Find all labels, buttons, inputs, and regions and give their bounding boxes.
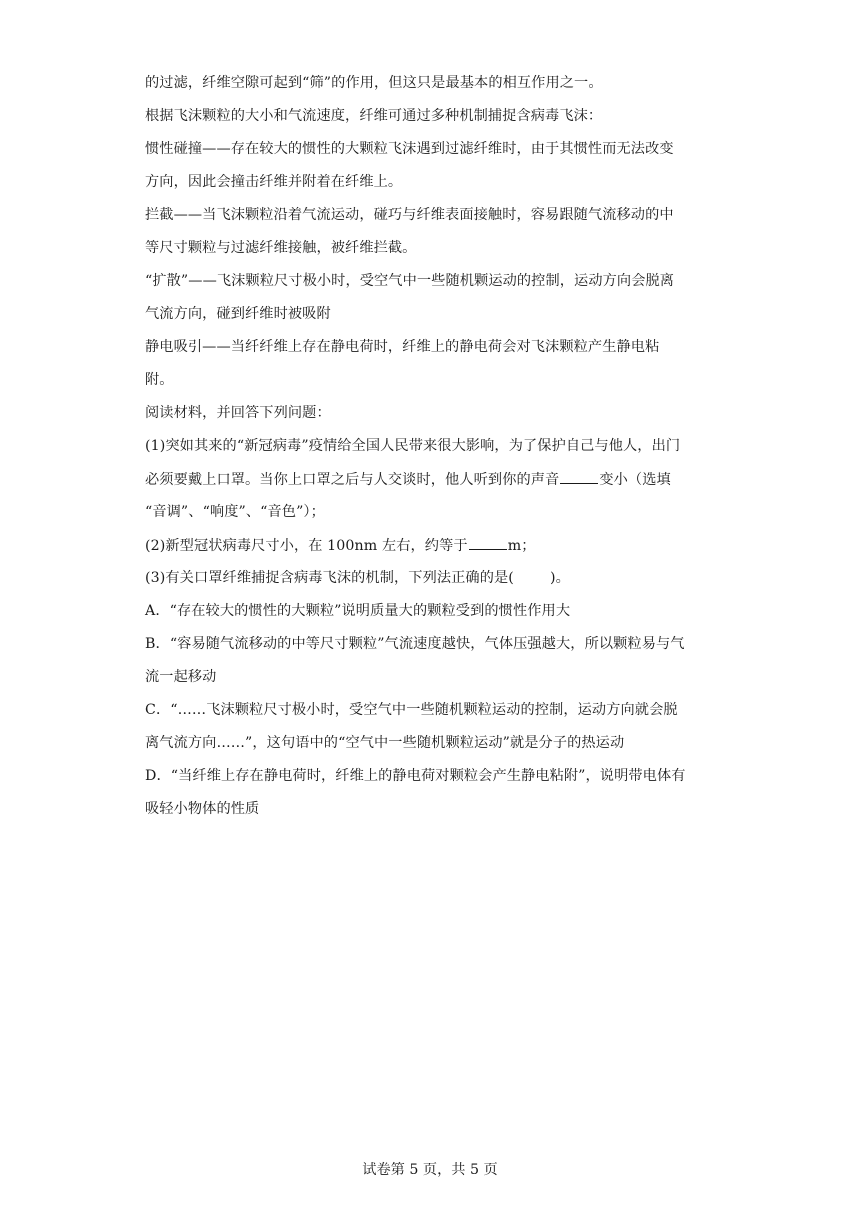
question-3-text: (3)有关口罩纤维捕捉含病毒飞沫的机制，下列法正确的是( [145, 570, 514, 586]
exam-page-content [145, 71, 720, 830]
question-1-text-after: 变小（选填 [599, 472, 671, 488]
question-1-line-1: (1)突如其来的“新冠病毒”疫情给全国人民带来很大影响，为了保护自己与他人，出门 [145, 438, 681, 454]
passage-line: 附。 [145, 372, 174, 388]
passage-line: 方向，因此会撞击纤维并附着在纤维上。 [145, 174, 403, 190]
question-2-line [145, 533, 720, 566]
option-a: A．“存在较大的惯性的大颗粒”说明质量大的颗粒受到的惯性作用大 [145, 603, 571, 619]
question-2-text: (2)新型冠状病毒尺寸小，在 100nm 左右，约等于 [145, 538, 468, 554]
question-1-text: 必须要戴上口罩。当你上口罩之后与人交谈时，他人听到你的声音 [145, 472, 560, 488]
question-3-line [145, 566, 720, 599]
passage-line: 根据飞沫颗粒的大小和气流速度，纤维可通过多种机制捕捉含病毒飞沫： [145, 108, 603, 124]
passage-line: 惯性碰撞——存在较大的惯性的大颗粒飞沫遇到过滤纤维时，由于其惯性而无法改变 [145, 141, 674, 157]
question-1-line-2 [145, 467, 720, 500]
passage-line: 的过滤，纤维空隙可起到“筛”的作用，但这只是最基本的相互作用之一。 [145, 75, 603, 91]
question-1-line-3: “音调”、“响度”、“音色”）； [145, 504, 325, 520]
passage-line: 等尺寸颗粒与过滤纤维接触，被纤维拦截。 [145, 240, 417, 256]
option-d-line-2: 吸轻小物体的性质 [145, 801, 260, 817]
passage-line: “扩散”——飞沫颗粒尺寸极小时，受空气中一些随机颗运动的控制，运动方向会脱离 [145, 273, 675, 289]
option-b-line-2: 流一起移动 [145, 669, 217, 685]
question-2-unit: m； [507, 538, 536, 554]
option-c-line-2: 离气流方向……”，这句语中的“空气中一些随机颗粒运动”就是分子的热运动 [145, 735, 625, 751]
passage-line: 气流方向，碰到纤维时被吸附 [145, 306, 331, 322]
option-d-line-1: D．“当纤维上存在静电荷时，纤维上的静电荷对颗粒会产生静电粘附”，说明带电体有 [145, 768, 686, 784]
passage-line: 拦截——当飞沫颗粒沿着气流运动，碰巧与纤维表面接触时，容易跟随气流移动的中 [145, 207, 674, 223]
answer-blank-2[interactable] [469, 533, 507, 550]
option-c-line-1: C．“……飞沫颗粒尺寸极小时，受空气中一些随机颗粒运动的控制，运动方向就会脱 [145, 702, 678, 718]
answer-blank-1[interactable] [560, 467, 598, 484]
page-footer: 试卷第 5 页，共 5 页 [362, 1162, 498, 1178]
question-3-text-after: )。 [549, 570, 570, 586]
instruction-line: 阅读材料，并回答下列问题： [145, 405, 331, 421]
passage-line: 静电吸引——当纤纤维上存在静电荷时，纤维上的静电荷会对飞沫颗粒产生静电粘 [145, 339, 660, 355]
option-b-line-1: B．“容易随气流移动的中等尺寸颗粒”气流速度越快，气体压强越大，所以颗粒易与气 [145, 636, 685, 652]
